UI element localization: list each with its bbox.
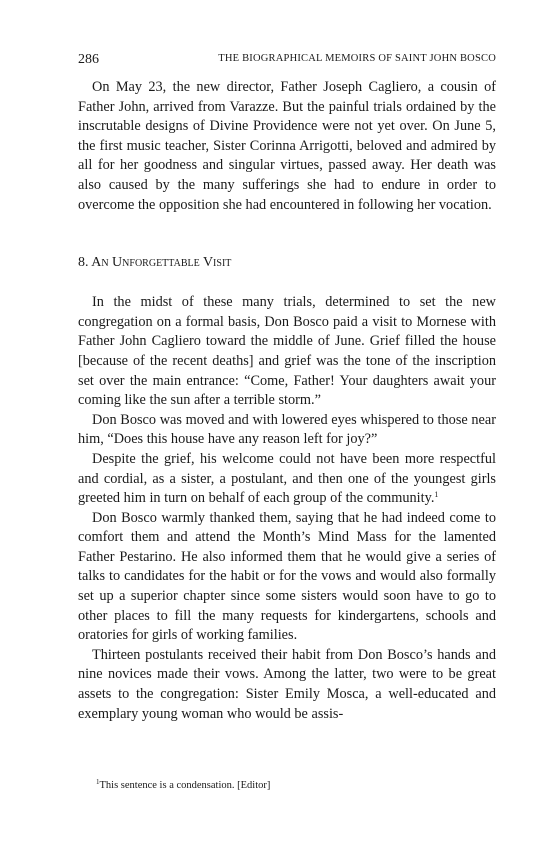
paragraph-text: Despite the grief, his welcome could not have been more respectful and cordial, as a sister, a postulant, and then one of the youngest girls greeted him in turn on behalf of each group of the community. xyxy=(78,450,496,507)
paragraph-with-footnote xyxy=(78,450,496,509)
footnote-text: This sentence is a condensation. [Editor] xyxy=(99,780,271,791)
footnote-reference: 1 xyxy=(434,490,439,500)
paragraph: Don Bosco was moved and with lowered eyes whispered to those near him, “Does this house have any reason left for joy?” xyxy=(78,411,496,448)
footnote-marker: 1 xyxy=(96,778,100,786)
footnote xyxy=(96,779,496,793)
paragraph: In the midst of these many trials, determined to set the new congregation on a formal basis, Don Bosco paid a visit to Mornese with Father John Cagliero toward the middle of June. Grief filled the house [because of the recent deaths] and grief was the tone of the inscription set over the main entrance: “Come, Father! Your daughters await your coming like the sun after a terrible storm.” xyxy=(78,294,496,409)
paragraph: Thirteen postulants received their habit from Don Bosco’s hands and nine novices made their vows. Among the latter, two were to be great assets to the congregation: Sister Emily Mosca, a well-educated and exemplary young woman who would be assis- xyxy=(78,646,496,722)
running-head: THE BIOGRAPHICAL MEMOIRS OF SAINT JOHN BOSCO xyxy=(218,53,496,64)
page-number: 286 xyxy=(78,52,99,67)
body-text xyxy=(78,78,496,724)
paragraph: Don Bosco warmly thanked them, saying that he had indeed come to comfort them and attend the Month’s Mind Mass for the lamented Father Pestarino. He also informed them that he would give a series of talks to candidates for the habit or for the vows and would also formally set up a superior chapter since some sisters would soon have to go to other places to fill the many requests for kindergartens, schools and oratories for girls of working families. xyxy=(78,509,496,644)
section-heading: 8. An Unforgettable Visit xyxy=(78,255,232,271)
page-header xyxy=(78,52,496,72)
paragraph: On May 23, the new director, Father Joseph Cagliero, a cousin of Father John, arrived from Varazze. But the painful trials ordained by the inscrutable designs of Divine Providence were not yet over. On June 5, the first music teacher, Sister Corinna Arrigotti, beloved and admired by all for her goodness and singular virtues, passed away. Her death was also caused by the many sufferings she had to endure in order to overcome the opposition she had encountered in following her vocation. xyxy=(78,79,496,213)
